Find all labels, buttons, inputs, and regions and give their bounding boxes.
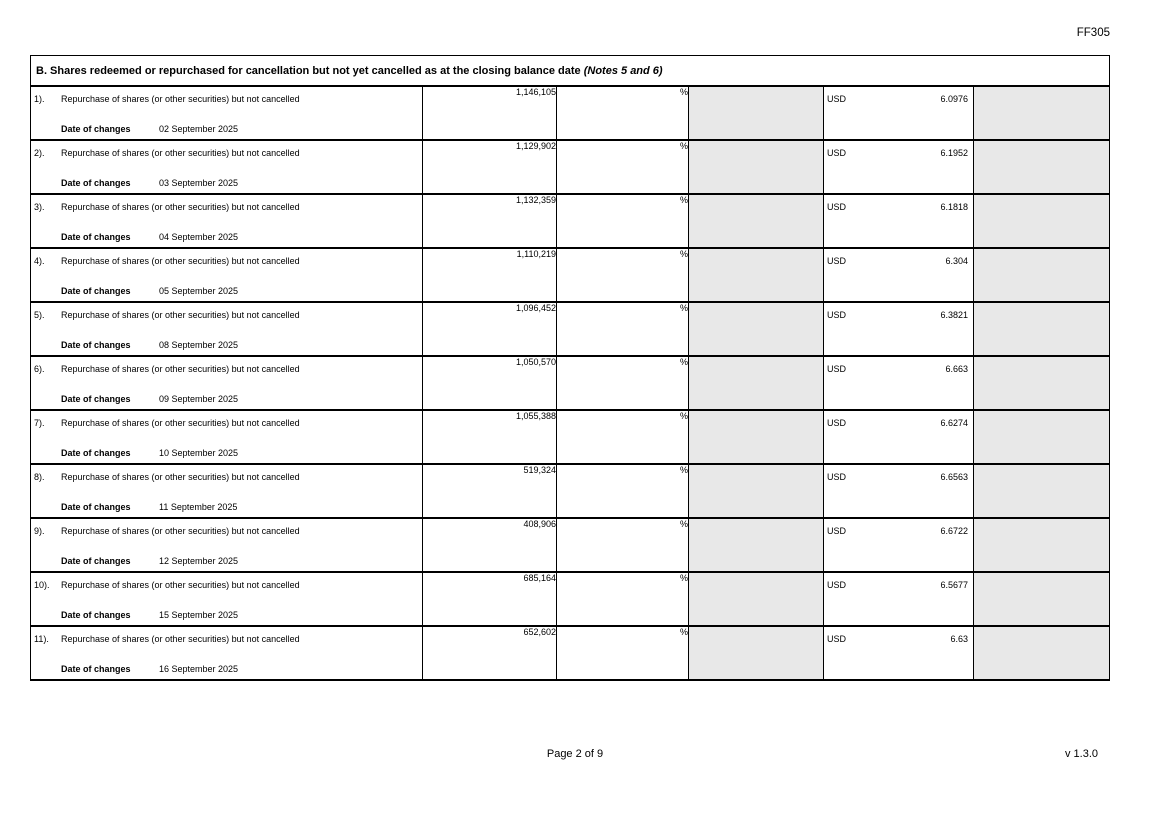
fx-rate-value: 6.63 xyxy=(950,633,968,644)
description-cell xyxy=(31,140,423,194)
percent-cell: % xyxy=(557,572,689,626)
shares-count-cell: 1,050,570 xyxy=(423,356,557,410)
fx-rate-value: 6.663 xyxy=(945,363,968,374)
description-cell xyxy=(31,302,423,356)
fx-cell xyxy=(824,140,974,194)
currency-label: USD xyxy=(827,309,847,320)
table-row xyxy=(31,464,1110,518)
row-description: Repurchase of shares (or other securities) but not cancelled xyxy=(61,471,300,482)
row-number: 10). xyxy=(34,579,50,590)
shaded-cell xyxy=(974,464,1110,518)
fx-rate-value: 6.1952 xyxy=(940,147,968,158)
section-notes: (Notes 5 and 6) xyxy=(583,65,663,78)
fx-cell xyxy=(824,626,974,680)
date-of-changes-value: 03 September 2025 xyxy=(159,177,239,188)
table-row xyxy=(31,518,1110,572)
section-header-row xyxy=(31,56,1110,86)
shares-count-cell: 1,146,105 xyxy=(423,86,557,140)
shares-count-cell: 1,055,388 xyxy=(423,410,557,464)
row-number: 6). xyxy=(34,363,45,374)
fx-rate-value: 6.6563 xyxy=(940,471,968,482)
date-of-changes-label: Date of changes xyxy=(61,123,131,134)
currency-label: USD xyxy=(827,201,847,212)
currency-label: USD xyxy=(827,93,847,104)
shaded-cell xyxy=(974,356,1110,410)
date-of-changes-label: Date of changes xyxy=(61,663,131,674)
fx-rate-value: 6.6722 xyxy=(940,525,968,536)
row-description: Repurchase of shares (or other securities) but not cancelled xyxy=(61,93,300,104)
percent-cell: % xyxy=(557,194,689,248)
table-row xyxy=(31,86,1110,140)
row-description: Repurchase of shares (or other securities) but not cancelled xyxy=(61,579,300,590)
fx-rate-value: 6.304 xyxy=(945,255,968,266)
table-row xyxy=(31,140,1110,194)
row-number: 3). xyxy=(34,201,45,212)
row-description: Repurchase of shares (or other securities) but not cancelled xyxy=(61,147,300,158)
percent-cell: % xyxy=(557,464,689,518)
currency-label: USD xyxy=(827,471,847,482)
row-number: 8). xyxy=(34,471,45,482)
percent-cell: % xyxy=(557,626,689,680)
percent-cell: % xyxy=(557,410,689,464)
row-description: Repurchase of shares (or other securities) but not cancelled xyxy=(61,201,300,212)
table-row xyxy=(31,248,1110,302)
date-of-changes-value: 05 September 2025 xyxy=(159,285,239,296)
currency-label: USD xyxy=(827,417,847,428)
fx-cell xyxy=(824,464,974,518)
shares-count-cell: 652,602 xyxy=(423,626,557,680)
row-number: 5). xyxy=(34,309,45,320)
section-title xyxy=(36,65,663,77)
shares-count-cell: 519,324 xyxy=(423,464,557,518)
shaded-cell xyxy=(689,194,824,248)
fx-rate-value: 6.3821 xyxy=(940,309,968,320)
fx-cell xyxy=(824,302,974,356)
description-cell xyxy=(31,464,423,518)
page-indicator: Page 2 of 9 xyxy=(546,748,604,760)
shaded-cell xyxy=(974,518,1110,572)
shaded-cell xyxy=(689,356,824,410)
fx-cell xyxy=(824,518,974,572)
row-description: Repurchase of shares (or other securities) but not cancelled xyxy=(61,255,300,266)
date-of-changes-value: 08 September 2025 xyxy=(159,339,239,350)
date-of-changes-value: 10 September 2025 xyxy=(159,447,239,458)
row-description: Repurchase of shares (or other securities) but not cancelled xyxy=(61,525,300,536)
date-of-changes-label: Date of changes xyxy=(61,555,131,566)
fx-cell xyxy=(824,572,974,626)
date-of-changes-value: 15 September 2025 xyxy=(159,609,239,620)
version-label: v 1.3.0 xyxy=(1064,748,1098,760)
section-header-cell xyxy=(31,56,1110,86)
shaded-cell xyxy=(689,410,824,464)
date-of-changes-value: 02 September 2025 xyxy=(159,123,239,134)
shaded-cell xyxy=(689,140,824,194)
shaded-cell xyxy=(974,410,1110,464)
section-title-text: B. Shares redeemed or repurchased for cancellation but not yet cancelled as at the closing balance date xyxy=(36,65,581,78)
shares-count-cell: 685,164 xyxy=(423,572,557,626)
fx-rate-value: 6.5677 xyxy=(940,579,968,590)
description-cell xyxy=(31,194,423,248)
date-of-changes-value: 16 September 2025 xyxy=(159,663,239,674)
percent-cell: % xyxy=(557,248,689,302)
shaded-cell xyxy=(689,626,824,680)
fx-cell xyxy=(824,194,974,248)
fx-cell xyxy=(824,248,974,302)
fx-cell xyxy=(824,410,974,464)
row-number: 7). xyxy=(34,417,45,428)
description-cell xyxy=(31,86,423,140)
shares-count-cell: 408,906 xyxy=(423,518,557,572)
row-number: 11). xyxy=(34,633,49,644)
row-description: Repurchase of shares (or other securities) but not cancelled xyxy=(61,309,300,320)
shaded-cell xyxy=(974,248,1110,302)
table-body xyxy=(31,56,1110,680)
shaded-cell xyxy=(689,518,824,572)
table-row xyxy=(31,356,1110,410)
description-cell xyxy=(31,572,423,626)
shares-count-cell: 1,110,219 xyxy=(423,248,557,302)
shaded-cell xyxy=(689,302,824,356)
currency-label: USD xyxy=(827,147,847,158)
shares-count-cell: 1,129,902 xyxy=(423,140,557,194)
description-cell xyxy=(31,248,423,302)
shares-count-cell: 1,096,452 xyxy=(423,302,557,356)
row-description: Repurchase of shares (or other securities) but not cancelled xyxy=(61,363,300,374)
percent-cell: % xyxy=(557,86,689,140)
shares-repurchase-table xyxy=(30,55,1110,681)
date-of-changes-value: 09 September 2025 xyxy=(159,393,239,404)
shaded-cell xyxy=(689,86,824,140)
shaded-cell xyxy=(974,626,1110,680)
table-row xyxy=(31,572,1110,626)
date-of-changes-label: Date of changes xyxy=(61,231,131,242)
date-of-changes-value: 12 September 2025 xyxy=(159,555,239,566)
date-of-changes-label: Date of changes xyxy=(61,285,131,296)
fx-cell xyxy=(824,356,974,410)
percent-cell: % xyxy=(557,302,689,356)
date-of-changes-value: 04 September 2025 xyxy=(159,231,239,242)
date-of-changes-label: Date of changes xyxy=(61,501,131,512)
percent-cell: % xyxy=(557,356,689,410)
description-cell xyxy=(31,518,423,572)
fx-cell xyxy=(824,86,974,140)
shaded-cell xyxy=(689,464,824,518)
form-code: FF305 xyxy=(1076,27,1110,39)
shaded-cell xyxy=(689,572,824,626)
table-row xyxy=(31,194,1110,248)
date-of-changes-label: Date of changes xyxy=(61,177,131,188)
date-of-changes-label: Date of changes xyxy=(61,393,131,404)
description-cell xyxy=(31,356,423,410)
currency-label: USD xyxy=(827,525,847,536)
row-description: Repurchase of shares (or other securities) but not cancelled xyxy=(61,633,300,644)
shaded-cell xyxy=(689,248,824,302)
percent-cell: % xyxy=(557,140,689,194)
currency-label: USD xyxy=(827,579,847,590)
row-number: 1). xyxy=(34,93,45,104)
shaded-cell xyxy=(974,140,1110,194)
table-row xyxy=(31,626,1110,680)
shaded-cell xyxy=(974,86,1110,140)
row-number: 9). xyxy=(34,525,45,536)
fx-rate-value: 6.0976 xyxy=(940,93,968,104)
currency-label: USD xyxy=(827,633,847,644)
shares-count-cell: 1,132,359 xyxy=(423,194,557,248)
description-cell xyxy=(31,410,423,464)
table-row xyxy=(31,302,1110,356)
description-cell xyxy=(31,626,423,680)
shaded-cell xyxy=(974,302,1110,356)
shaded-cell xyxy=(974,572,1110,626)
date-of-changes-label: Date of changes xyxy=(61,339,131,350)
currency-label: USD xyxy=(827,255,847,266)
row-description: Repurchase of shares (or other securities) but not cancelled xyxy=(61,417,300,428)
percent-cell: % xyxy=(557,518,689,572)
row-number: 4). xyxy=(34,255,45,266)
currency-label: USD xyxy=(827,363,847,374)
shaded-cell xyxy=(974,194,1110,248)
row-number: 2). xyxy=(34,147,45,158)
fx-rate-value: 6.1818 xyxy=(940,201,968,212)
date-of-changes-label: Date of changes xyxy=(61,447,131,458)
table-row xyxy=(31,410,1110,464)
fx-rate-value: 6.6274 xyxy=(940,417,968,428)
date-of-changes-label: Date of changes xyxy=(61,609,131,620)
date-of-changes-value: 11 September 2025 xyxy=(159,501,238,512)
